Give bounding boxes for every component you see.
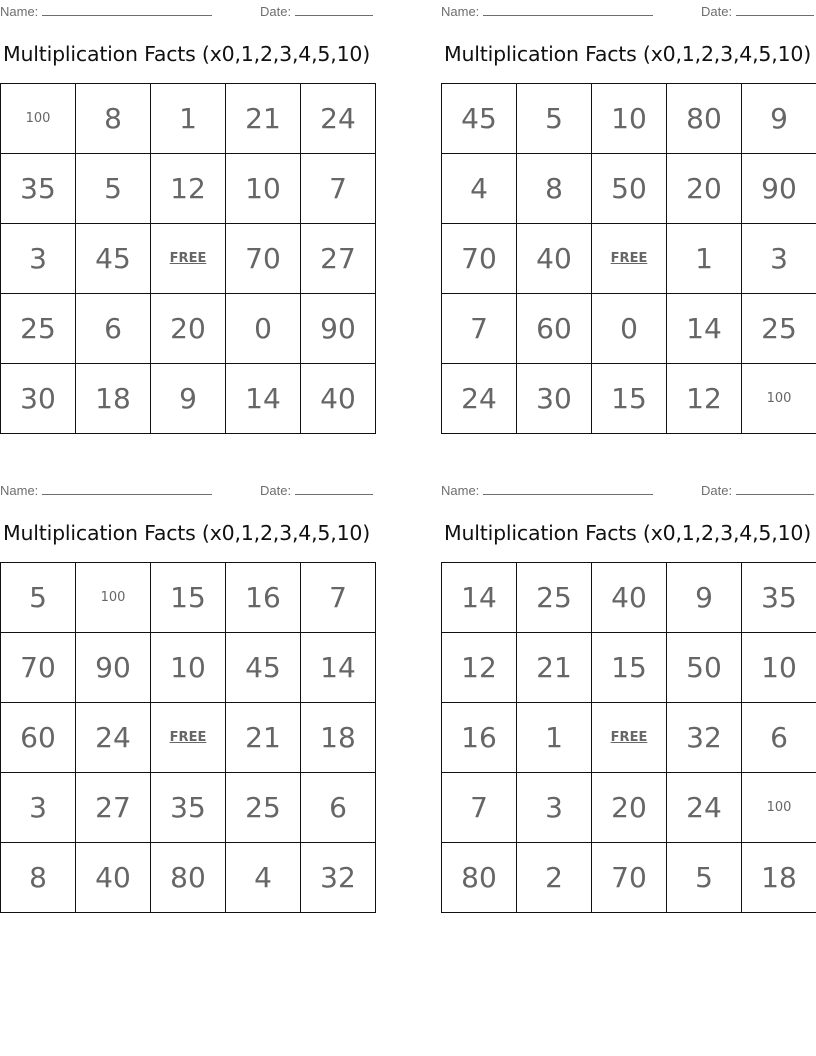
- grid-cell: 80: [151, 843, 226, 913]
- name-field[interactable]: [0, 3, 212, 19]
- grid-cell: 35: [1, 154, 76, 224]
- grid-cell: 32: [301, 843, 376, 913]
- grid-cell: 24: [667, 773, 742, 843]
- grid-cell: 20: [151, 294, 226, 364]
- name-field[interactable]: [441, 3, 653, 19]
- card-title: Multiplication Facts (x0,1,2,3,4,5,10): [3, 42, 371, 66]
- grid-cell: 25: [1, 294, 76, 364]
- free-space: FREE: [151, 224, 226, 294]
- grid-cell: 45: [76, 224, 151, 294]
- grid-cell: 1: [517, 703, 592, 773]
- grid-cell: 21: [226, 703, 301, 773]
- grid-cell: 16: [226, 563, 301, 633]
- grid-cell: 27: [301, 224, 376, 294]
- grid-cell: 6: [76, 294, 151, 364]
- grid-cell: 21: [517, 633, 592, 703]
- grid-cell: 20: [592, 773, 667, 843]
- grid-cell: 80: [442, 843, 517, 913]
- grid-cell: 45: [442, 84, 517, 154]
- grid-cell: 10: [592, 84, 667, 154]
- grid-cell: 12: [151, 154, 226, 224]
- free-space: FREE: [592, 703, 667, 773]
- grid-cell: 40: [76, 843, 151, 913]
- date-field[interactable]: [701, 3, 814, 19]
- grid-row: [1, 703, 376, 773]
- grid-cell: 7: [301, 563, 376, 633]
- date-field[interactable]: [701, 482, 814, 498]
- grid-cell: 70: [592, 843, 667, 913]
- date-blank: [736, 3, 814, 16]
- date-label: Date:: [260, 4, 292, 19]
- card-title: Multiplication Facts (x0,1,2,3,4,5,10): [444, 521, 812, 545]
- grid-cell: 18: [742, 843, 816, 913]
- grid-cell: 14: [442, 563, 517, 633]
- grid-cell: 16: [442, 703, 517, 773]
- grid-row: [442, 364, 816, 434]
- date-label: Date:: [701, 483, 733, 498]
- grid-cell: 60: [517, 294, 592, 364]
- bingo-card: [0, 0, 376, 415]
- grid-cell: 50: [667, 633, 742, 703]
- free-space: FREE: [592, 224, 667, 294]
- grid-cell: 3: [517, 773, 592, 843]
- grid-cell: 35: [742, 563, 816, 633]
- name-blank: [42, 482, 212, 495]
- grid-cell: 18: [76, 364, 151, 434]
- date-field[interactable]: [260, 482, 373, 498]
- grid-cell: 70: [442, 224, 517, 294]
- grid-cell: 21: [226, 84, 301, 154]
- grid-row: [1, 773, 376, 843]
- date-blank: [736, 482, 814, 495]
- bingo-card: [441, 0, 816, 415]
- grid-cell: 15: [592, 633, 667, 703]
- grid-row: [442, 224, 816, 294]
- grid-cell: 5: [667, 843, 742, 913]
- card-title: Multiplication Facts (x0,1,2,3,4,5,10): [444, 42, 812, 66]
- grid-cell: 14: [226, 364, 301, 434]
- grid-cell: 10: [151, 633, 226, 703]
- grid-cell: 100: [1, 84, 76, 154]
- free-space: FREE: [151, 703, 226, 773]
- grid-cell: 5: [1, 563, 76, 633]
- grid-row: [1, 294, 376, 364]
- name-label: Name:: [441, 483, 480, 498]
- grid-cell: 7: [442, 294, 517, 364]
- card-header: [0, 479, 376, 501]
- grid-cell: 4: [442, 154, 517, 224]
- grid-cell: 27: [76, 773, 151, 843]
- grid-cell: 24: [301, 84, 376, 154]
- grid-cell: 8: [76, 84, 151, 154]
- grid-cell: 100: [742, 773, 816, 843]
- date-blank: [295, 3, 373, 16]
- grid-cell: 14: [667, 294, 742, 364]
- grid-cell: 15: [151, 563, 226, 633]
- bingo-card: [441, 479, 816, 894]
- name-field[interactable]: [0, 482, 212, 498]
- grid-cell: 3: [1, 224, 76, 294]
- grid-cell: 18: [301, 703, 376, 773]
- grid-cell: 24: [442, 364, 517, 434]
- grid-row: [1, 843, 376, 913]
- grid-cell: 25: [226, 773, 301, 843]
- grid-cell: 10: [742, 633, 816, 703]
- name-blank: [483, 482, 653, 495]
- bingo-card: [0, 479, 376, 894]
- grid-cell: 60: [1, 703, 76, 773]
- grid-cell: 90: [301, 294, 376, 364]
- grid-row: [442, 563, 816, 633]
- grid-cell: 90: [742, 154, 816, 224]
- grid-cell: 90: [76, 633, 151, 703]
- name-label: Name:: [0, 483, 39, 498]
- grid-cell: 0: [592, 294, 667, 364]
- date-field[interactable]: [260, 3, 373, 19]
- grid-cell: 100: [76, 563, 151, 633]
- grid-cell: 5: [517, 84, 592, 154]
- grid-cell: 5: [76, 154, 151, 224]
- grid-cell: 1: [151, 84, 226, 154]
- date-label: Date:: [260, 483, 292, 498]
- grid-cell: 7: [301, 154, 376, 224]
- grid-cell: 100: [742, 364, 816, 434]
- grid-cell: 40: [301, 364, 376, 434]
- grid-cell: 4: [226, 843, 301, 913]
- grid-cell: 9: [151, 364, 226, 434]
- grid-cell: 25: [742, 294, 816, 364]
- grid-cell: 10: [226, 154, 301, 224]
- grid-row: [1, 563, 376, 633]
- name-blank: [42, 3, 212, 16]
- grid-cell: 20: [667, 154, 742, 224]
- grid-row: [442, 154, 816, 224]
- date-label: Date:: [701, 4, 733, 19]
- card-header: [441, 0, 816, 22]
- grid-cell: 2: [517, 843, 592, 913]
- grid-cell: 70: [226, 224, 301, 294]
- grid-cell: 14: [301, 633, 376, 703]
- grid-cell: 1: [667, 224, 742, 294]
- bingo-grid: [441, 83, 816, 434]
- grid-cell: 40: [592, 563, 667, 633]
- grid-row: [442, 633, 816, 703]
- grid-cell: 0: [226, 294, 301, 364]
- grid-cell: 12: [442, 633, 517, 703]
- grid-cell: 30: [1, 364, 76, 434]
- grid-cell: 24: [76, 703, 151, 773]
- grid-cell: 9: [742, 84, 816, 154]
- name-blank: [483, 3, 653, 16]
- grid-row: [1, 224, 376, 294]
- grid-cell: 6: [301, 773, 376, 843]
- grid-row: [1, 633, 376, 703]
- grid-cell: 15: [592, 364, 667, 434]
- grid-cell: 6: [742, 703, 816, 773]
- grid-cell: 25: [517, 563, 592, 633]
- grid-cell: 40: [517, 224, 592, 294]
- grid-cell: 35: [151, 773, 226, 843]
- grid-cell: 12: [667, 364, 742, 434]
- grid-cell: 50: [592, 154, 667, 224]
- name-field[interactable]: [441, 482, 653, 498]
- grid-row: [442, 843, 816, 913]
- bingo-grid: [0, 562, 376, 913]
- grid-row: [1, 84, 376, 154]
- grid-row: [1, 364, 376, 434]
- grid-row: [1, 154, 376, 224]
- grid-cell: 8: [517, 154, 592, 224]
- grid-cell: 32: [667, 703, 742, 773]
- grid-cell: 3: [742, 224, 816, 294]
- bingo-grid: [441, 562, 816, 913]
- grid-cell: 9: [667, 563, 742, 633]
- grid-cell: 30: [517, 364, 592, 434]
- grid-cell: 8: [1, 843, 76, 913]
- grid-row: [442, 294, 816, 364]
- grid-cell: 70: [1, 633, 76, 703]
- grid-cell: 3: [1, 773, 76, 843]
- grid-cell: 45: [226, 633, 301, 703]
- card-title: Multiplication Facts (x0,1,2,3,4,5,10): [3, 521, 371, 545]
- grid-row: [442, 773, 816, 843]
- card-header: [441, 479, 816, 501]
- name-label: Name:: [441, 4, 480, 19]
- grid-cell: 7: [442, 773, 517, 843]
- card-header: [0, 0, 376, 22]
- name-label: Name:: [0, 4, 39, 19]
- grid-cell: 80: [667, 84, 742, 154]
- grid-row: [442, 84, 816, 154]
- grid-row: [442, 703, 816, 773]
- date-blank: [295, 482, 373, 495]
- bingo-grid: [0, 83, 376, 434]
